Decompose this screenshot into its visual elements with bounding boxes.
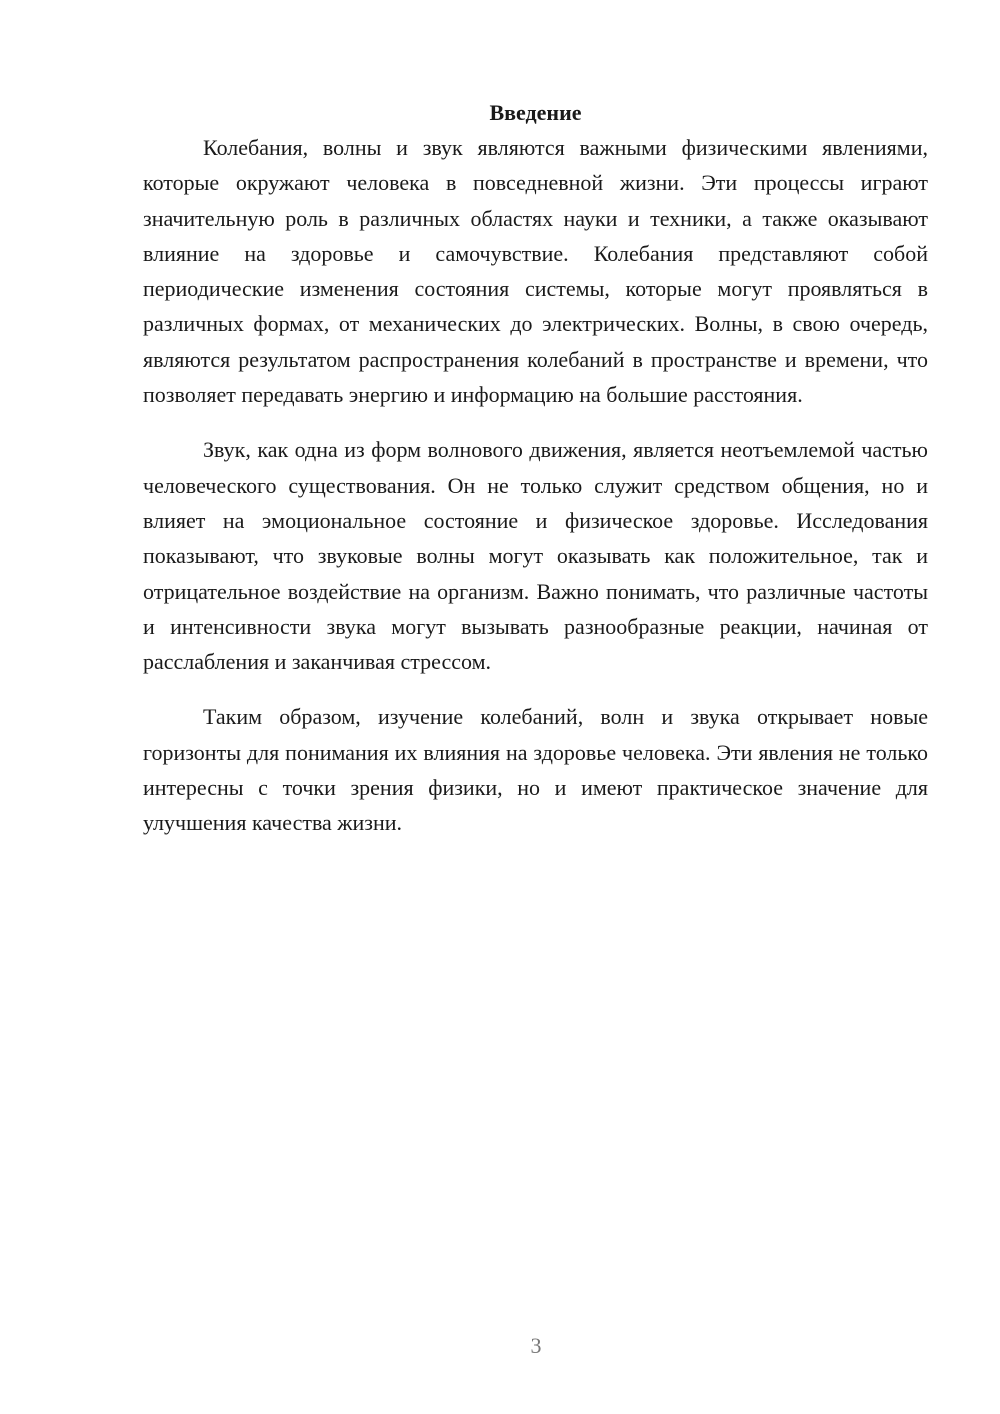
document-body xyxy=(143,95,928,841)
paragraph-3: Таким образом, изучение колебаний, волн и звука открывает новые горизонты для понимания их влияния на здоровье человека. Эти явления не только интересны с точки зрения физики, но и имеют практическое значение для улучшения качества жизни. xyxy=(143,704,928,836)
page-number: 3 xyxy=(530,1333,542,1358)
paragraph-2: Звук, как одна из форм волнового движения, является неотъемлемой частью человеческого существования. Он не только служит средством общения, но и влияет на эмоциональное состояние и физическое здоровье. Исследования показывают, что звуковые волны могут оказывать как положительное, так и отрицательное воздействие на организм. Важно понимать, что различные частоты и интенсивности звука могут вызывать разнообразные реакции, начиная от расслабления и заканчивая стрессом. xyxy=(143,437,928,675)
section-heading: Введение xyxy=(489,100,582,125)
paragraph-1: Колебания, волны и звук являются важными физическими явлениями, которые окружают человека в повседневной жизни. Эти процессы играют значительную роль в различных областях науки и техники, а также оказывают влияние на здоровье и самочувствие. Колебания представляют собой периодические изменения состояния системы, которые могут проявляться в различных формах, от механических до электрических. Волны, в свою очередь, являются результатом распространения колебаний в пространстве и времени, что позволяет передавать энергию и информацию на большие расстояния. xyxy=(143,135,928,408)
